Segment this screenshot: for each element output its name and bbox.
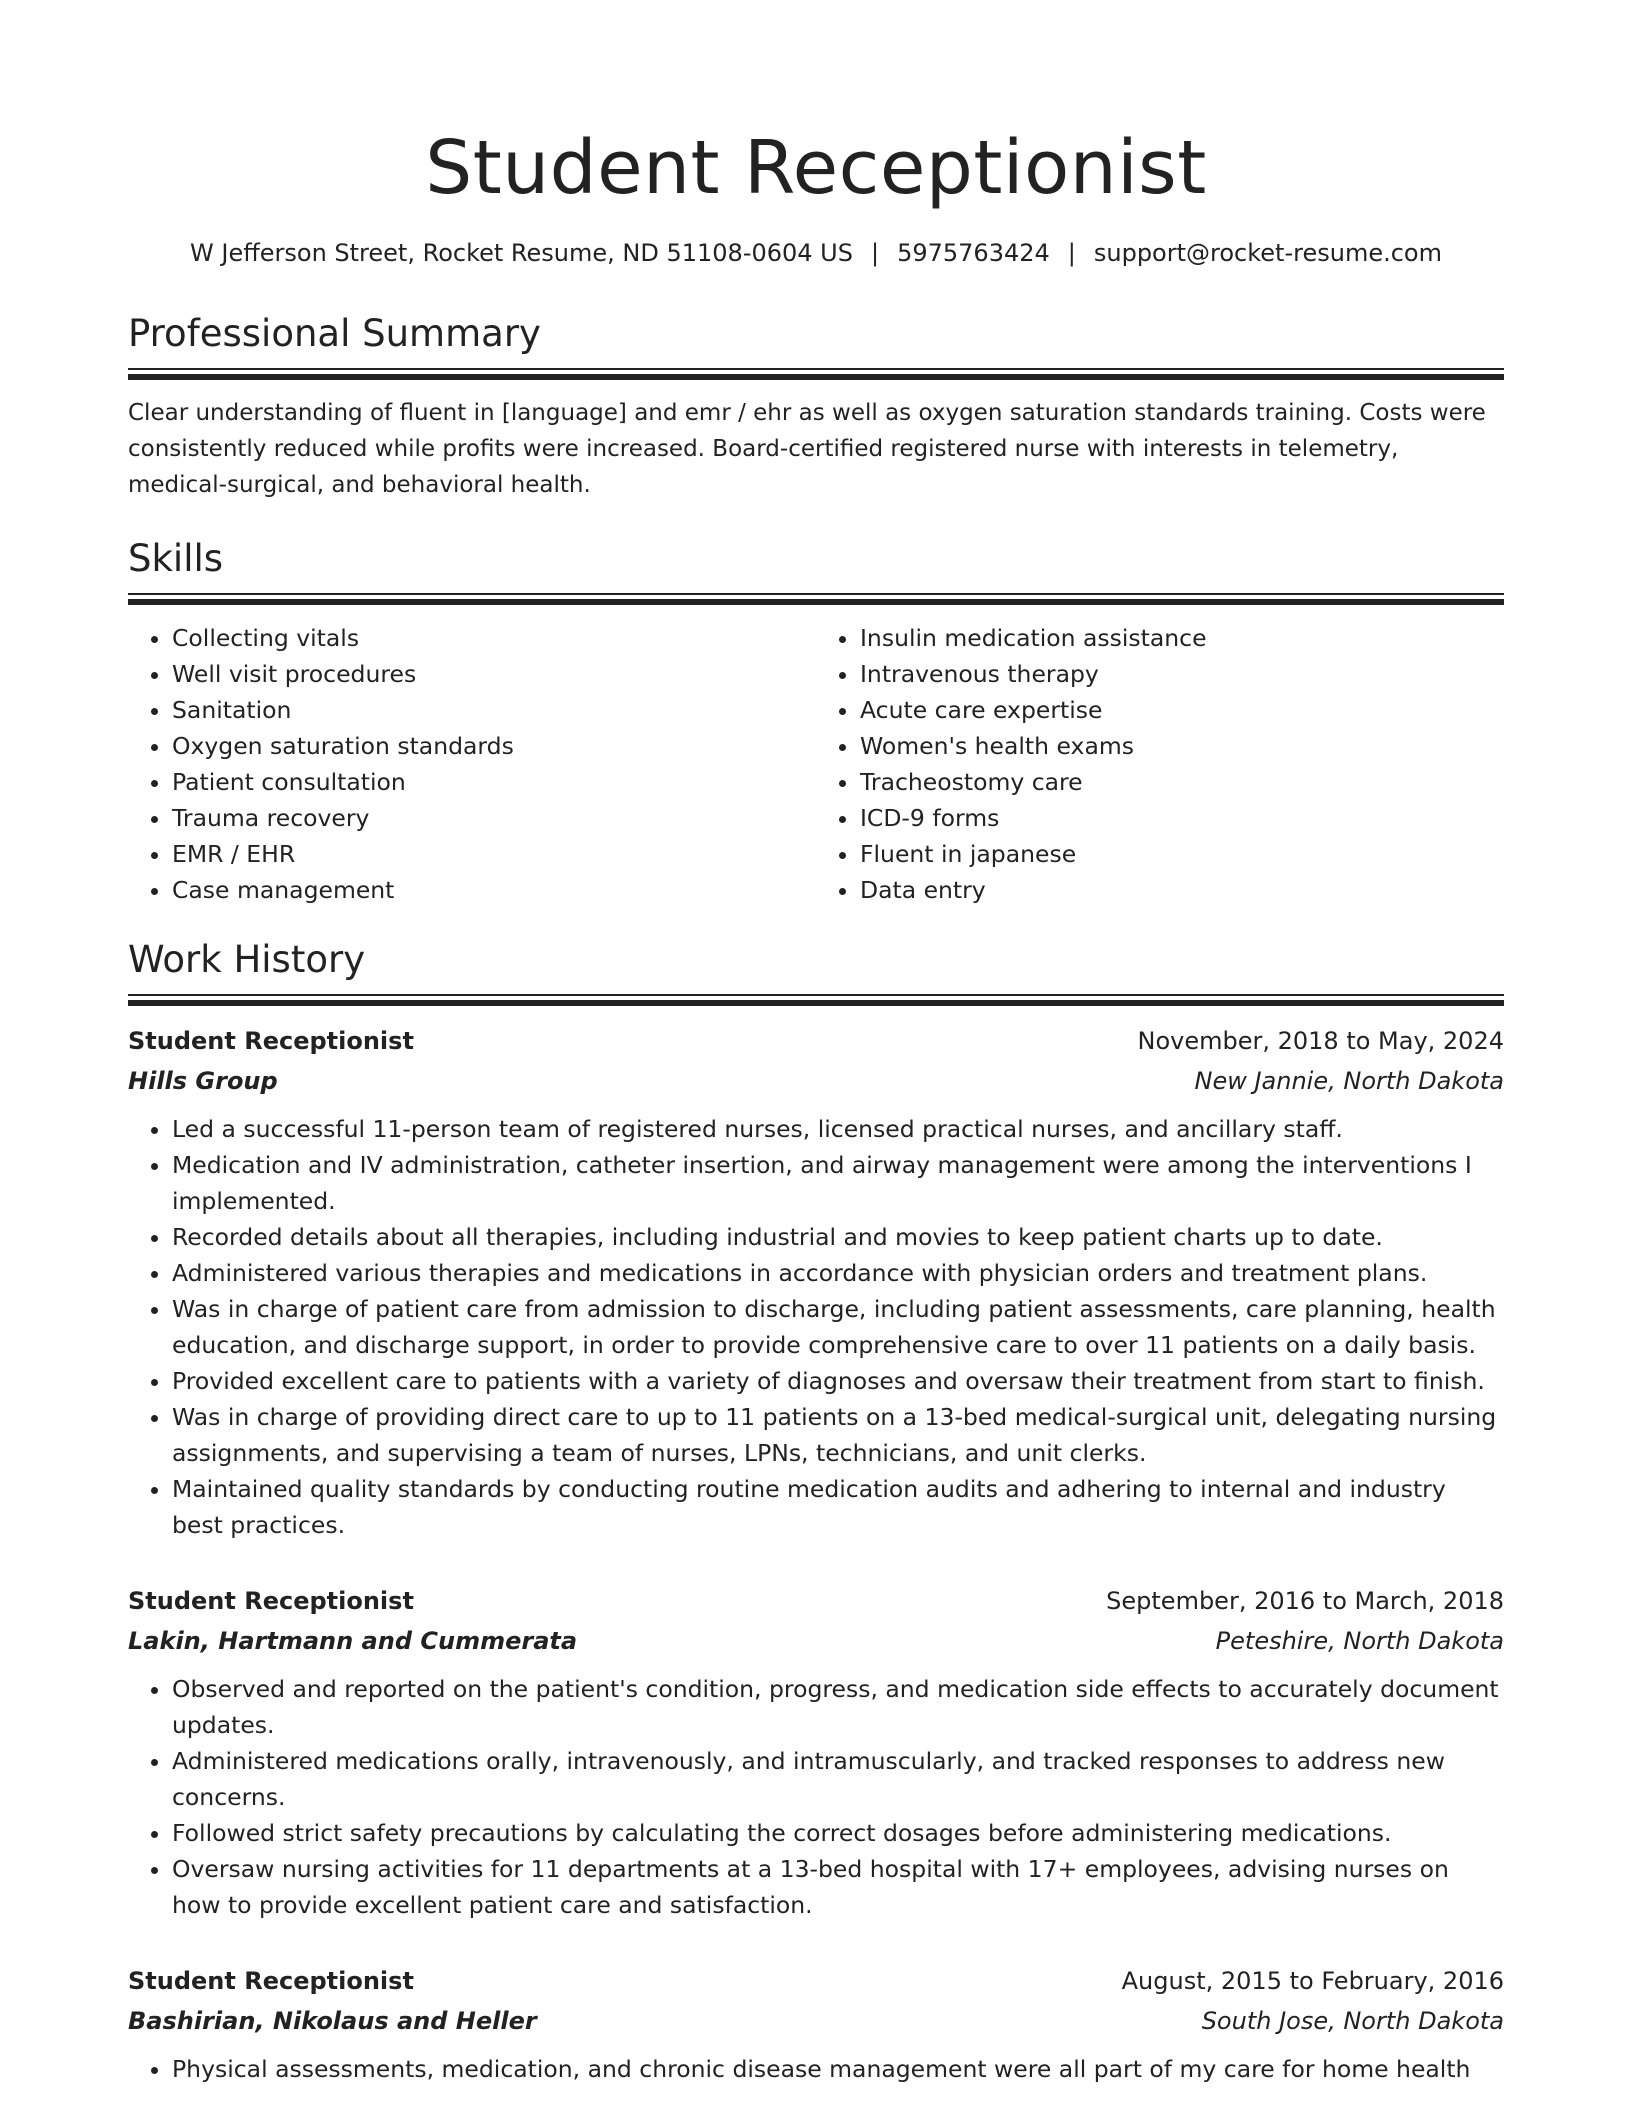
summary-text: Clear understanding of fluent in [language] and emr / ehr as well as oxygen saturation standards training. Costs were consistently reduced while profits were increased. Board-certified registered nurse with interests in telemetry, medical-surgical, and behavioral health. [128, 400, 1486, 498]
skills-list-right [816, 620, 1504, 908]
job-bullet: • Was in charge of providing direct care to up to 11 patients on a 13-bed medical-surgical unit, delegating nursing assignments, and supervising a team of nurses, LPNs, technicians, and unit clerks. [172, 1399, 1504, 1471]
job-location: New Jannie, North Dakota [1194, 1067, 1504, 1095]
section-heading-work-history: Work History [128, 938, 366, 981]
job-company-row [128, 1621, 1504, 1661]
job-entry [128, 1961, 1504, 2087]
skill-item: • Data entry [860, 872, 1504, 908]
job-bullet: • Followed strict safety precautions by calculating the correct dosages before administering medications. [172, 1815, 1504, 1851]
skill-item: • Patient consultation [172, 764, 816, 800]
job-bullet: • Oversaw nursing activities for 11 departments at a 13-bed hospital with 17+ employees, advising nurses on how to provide excellent patient care and satisfaction. [172, 1851, 1504, 1923]
skill-item: • Fluent in japanese [860, 836, 1504, 872]
job-bullet: • Administered various therapies and medications in accordance with physician orders and treatment plans. [172, 1255, 1504, 1291]
skills-columns [128, 620, 1504, 908]
job-header-row [128, 1581, 1504, 1621]
job-entry [128, 1581, 1504, 1923]
job-bullet: • Observed and reported on the patient's condition, progress, and medication side effects to accurately document updates. [172, 1671, 1504, 1743]
skill-item: • Trauma recovery [172, 800, 816, 836]
job-entry [128, 1021, 1504, 1543]
work-history-section [128, 934, 1504, 2087]
job-bullet: • Recorded details about all therapies, including industrial and movies to keep patient charts up to date. [172, 1219, 1504, 1255]
contact-separator: | [1067, 239, 1076, 267]
job-bullets [128, 1671, 1504, 1923]
job-bullet: • Led a successful 11-person team of registered nurses, licensed practical nurses, and ancillary staff. [172, 1111, 1504, 1147]
contact-email: support@rocket-resume.com [1093, 239, 1442, 267]
job-company-row [128, 1061, 1504, 1101]
skill-item: • Oxygen saturation standards [172, 728, 816, 764]
job-dates: September, 2016 to March, 2018 [1106, 1587, 1504, 1615]
job-company-row [128, 2001, 1504, 2041]
section-divider [128, 994, 1504, 1007]
skill-item: • Collecting vitals [172, 620, 816, 656]
skill-item: • ICD-9 forms [860, 800, 1504, 836]
job-header-row [128, 1961, 1504, 2001]
skill-item: • Tracheostomy care [860, 764, 1504, 800]
skill-item: • Sanitation [172, 692, 816, 728]
job-bullet: • Administered medications orally, intravenously, and intramuscularly, and tracked responses to address new concerns. [172, 1743, 1504, 1815]
skill-item: • Intravenous therapy [860, 656, 1504, 692]
job-company: Lakin, Hartmann and Cummerata [128, 1627, 578, 1655]
job-dates: August, 2015 to February, 2016 [1121, 1967, 1504, 1995]
job-title: Student Receptionist [128, 1027, 414, 1055]
skills-section [128, 533, 1504, 908]
job-bullet: • Was in charge of patient care from admission to discharge, including patient assessments, care planning, health education, and discharge support, in order to provide comprehensive care to over 11 patients on a daily basis. [172, 1291, 1504, 1363]
job-location: South Jose, North Dakota [1201, 2007, 1504, 2035]
section-divider [128, 593, 1504, 606]
job-bullets [128, 1111, 1504, 1543]
section-heading-skills: Skills [128, 537, 224, 580]
skill-item: • Insulin medication assistance [860, 620, 1504, 656]
job-title: Student Receptionist [128, 1587, 414, 1615]
section-heading-summary: Professional Summary [128, 312, 541, 355]
skill-item: • Women's health exams [860, 728, 1504, 764]
section-divider [128, 368, 1504, 381]
contact-phone: 5975763424 [897, 239, 1050, 267]
job-bullets [128, 2051, 1504, 2087]
job-header-row [128, 1021, 1504, 1061]
skill-item: • EMR / EHR [172, 836, 816, 872]
skill-item: • Well visit procedures [172, 656, 816, 692]
job-dates: November, 2018 to May, 2024 [1137, 1027, 1504, 1055]
skill-item: • Case management [172, 872, 816, 908]
contact-separator: | [870, 239, 880, 267]
contact-line [128, 236, 1504, 270]
job-bullet: • Physical assessments, medication, and chronic disease management were all part of my care for home health [172, 2051, 1504, 2087]
contact-address: W Jefferson Street, Rocket Resume, ND 51108-0604 US [190, 239, 853, 267]
job-bullet: • Provided excellent care to patients with a variety of diagnoses and oversaw their treatment from start to finish. [172, 1363, 1504, 1399]
job-company: Bashirian, Nikolaus and Heller [128, 2007, 537, 2035]
job-location: Peteshire, North Dakota [1215, 1627, 1504, 1655]
skills-list-left [128, 620, 816, 908]
job-title: Student Receptionist [128, 1967, 414, 1995]
summary-section [128, 308, 1504, 503]
job-company: Hills Group [128, 1067, 278, 1095]
job-bullet: • Maintained quality standards by conducting routine medication audits and adhering to internal and industry best practices. [172, 1471, 1504, 1543]
skill-item: • Acute care expertise [860, 692, 1504, 728]
job-bullet: • Medication and IV administration, catheter insertion, and airway management were among the interventions I implemented. [172, 1147, 1504, 1219]
resume-name: Student Receptionist [425, 125, 1207, 211]
